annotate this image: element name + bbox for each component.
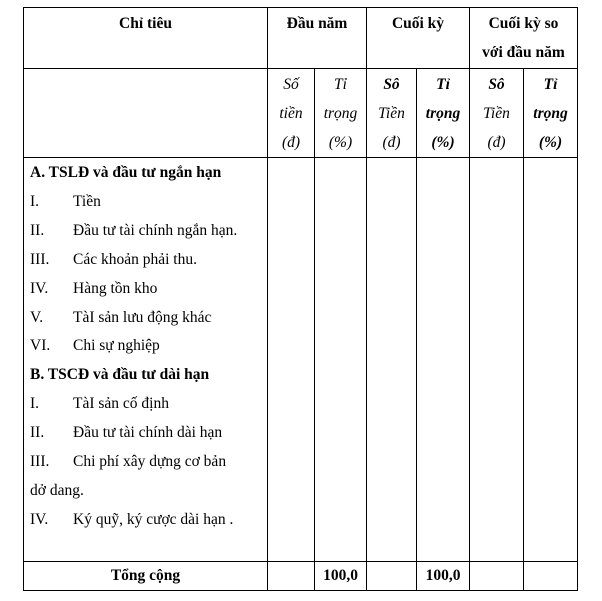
items-list <box>24 158 268 562</box>
subheader-dau-nam-so-tien: Số tiền (đ) <box>268 69 315 158</box>
cell-empty <box>268 562 315 591</box>
section-a-title: A. TSLĐ và đầu tư ngắn hạn <box>30 164 222 181</box>
cell-empty <box>417 158 470 562</box>
list-item: V. TàI sản lưu động khác <box>30 308 212 326</box>
header-row <box>24 8 578 69</box>
list-item-continuation: dở dang. <box>30 481 84 499</box>
subheader-dau-nam-ti-trong: Tỉ trọng (%) <box>315 69 367 158</box>
items-row <box>24 158 578 562</box>
balance-sheet-table <box>23 7 578 591</box>
list-item: III. Chi phí xây dựng cơ bản <box>30 453 227 471</box>
cell-empty <box>470 158 524 562</box>
subheader-cuoi-ky-ti-trong: Tỉ trọng (%) <box>417 69 470 158</box>
cell-empty <box>524 158 578 562</box>
list-item: IV. Hàng tồn kho <box>30 279 158 297</box>
list-item: II. Đầu tư tài chính dài hạn <box>30 424 223 442</box>
subheader-cuoi-ky-so-tien: Sô Tiền (đ) <box>367 69 417 158</box>
cell-empty <box>367 562 417 591</box>
subheader-so-sanh-so-tien: Sô Tiền (đ) <box>470 69 524 158</box>
list-item: II. Đầu tư tài chính ngắn hạn. <box>30 221 238 239</box>
list-item: I. TàI sản cố định <box>30 395 169 413</box>
cell-empty <box>367 158 417 562</box>
total-label: Tổng cộng <box>24 562 268 591</box>
total-dau-nam-ti-trong: 100,0 <box>315 562 367 591</box>
subheader-row <box>24 69 578 158</box>
list-item: VI. Chi sự nghiệp <box>30 337 160 355</box>
header-dau-nam: Đầu năm <box>268 8 367 69</box>
cell-empty <box>470 562 524 591</box>
cell-empty <box>524 562 578 591</box>
list-item: III. Các khoản phải thu. <box>30 250 197 268</box>
header-cuoi-ky-so-voi-dau-nam: Cuối kỳ so với đầu năm <box>470 8 578 69</box>
cell-empty <box>268 158 315 562</box>
header-cuoi-ky: Cuối kỳ <box>367 8 470 69</box>
total-cuoi-ky-ti-trong: 100,0 <box>417 562 470 591</box>
list-item: IV. Ký quỹ, ký cược dài hạn . <box>30 510 234 528</box>
header-chi-tieu: Chỉ tiêu <box>24 8 268 69</box>
cell-empty <box>315 158 367 562</box>
subheader-blank <box>24 69 268 158</box>
section-b-title: B. TSCĐ và đầu tư dài hạn <box>30 366 210 384</box>
subheader-so-sanh-ti-trong: Tỉ trọng (%) <box>524 69 578 158</box>
total-row <box>24 562 578 591</box>
list-item: I. Tiền <box>30 192 101 210</box>
